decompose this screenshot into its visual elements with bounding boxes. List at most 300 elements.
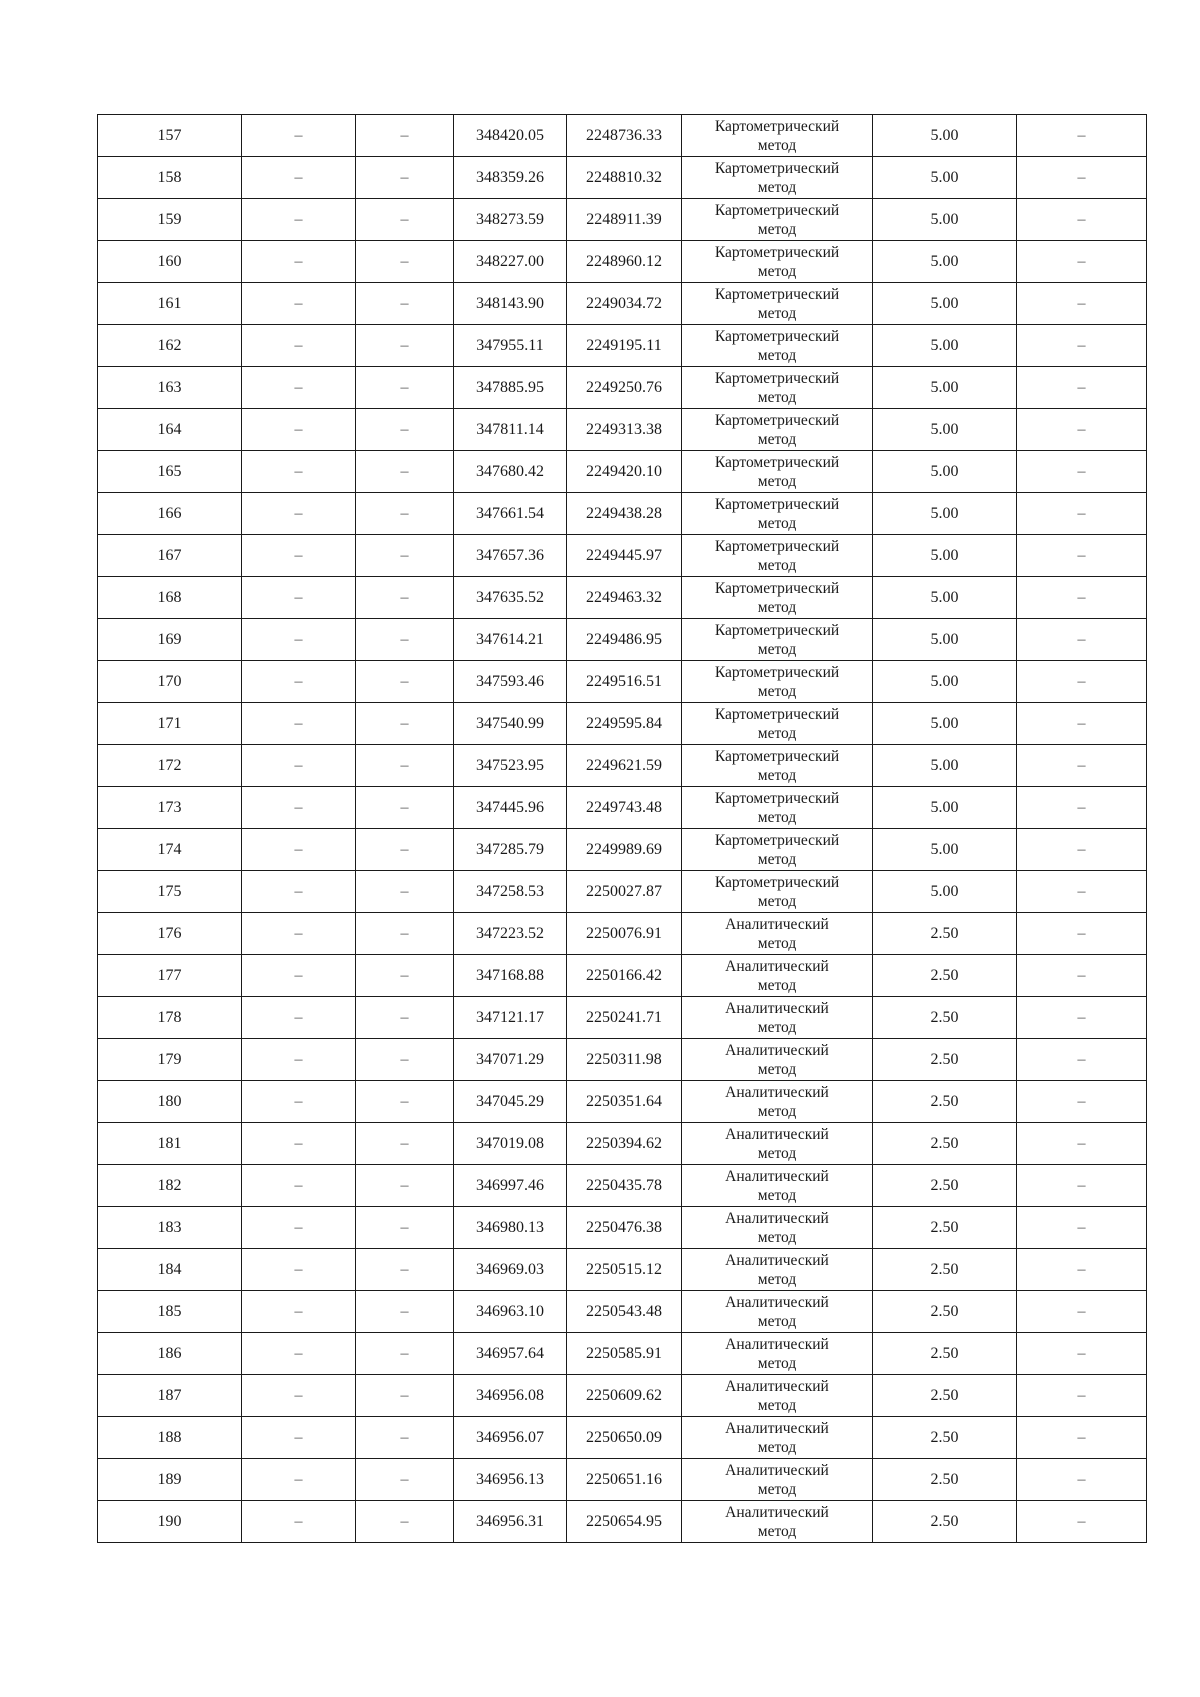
accuracy-cell: 5.00	[873, 661, 1017, 703]
point-number-cell: 157	[98, 115, 242, 157]
empty-value-cell: –	[242, 1459, 356, 1501]
table-row	[98, 1039, 1147, 1081]
y-coordinate-cell: 2248736.33	[567, 115, 682, 157]
point-number-cell: 165	[98, 451, 242, 493]
table-row	[98, 1417, 1147, 1459]
x-coordinate-cell: 347071.29	[454, 1039, 567, 1081]
empty-value-cell: –	[356, 1291, 454, 1333]
empty-value-cell: –	[242, 535, 356, 577]
method-cell	[682, 661, 873, 703]
x-coordinate-cell: 346956.08	[454, 1375, 567, 1417]
method-label: Картометрический метод	[714, 747, 840, 784]
method-label: Аналитический метод	[725, 1335, 829, 1372]
table-row	[98, 1165, 1147, 1207]
method-cell	[682, 1501, 873, 1543]
table-row	[98, 157, 1147, 199]
method-label: Аналитический метод	[725, 1251, 829, 1288]
table-row	[98, 703, 1147, 745]
method-cell	[682, 955, 873, 997]
x-coordinate-cell: 346963.10	[454, 1291, 567, 1333]
x-coordinate-cell: 348227.00	[454, 241, 567, 283]
empty-value-cell: –	[356, 283, 454, 325]
method-label: Аналитический метод	[725, 1041, 829, 1078]
point-number-cell: 163	[98, 367, 242, 409]
empty-value-cell: –	[356, 1207, 454, 1249]
point-number-cell: 174	[98, 829, 242, 871]
accuracy-cell: 5.00	[873, 367, 1017, 409]
method-label: Картометрический метод	[714, 495, 840, 532]
point-number-cell: 168	[98, 577, 242, 619]
empty-value-cell: –	[356, 199, 454, 241]
x-coordinate-cell: 347540.99	[454, 703, 567, 745]
method-cell	[682, 325, 873, 367]
method-cell	[682, 871, 873, 913]
point-number-cell: 173	[98, 787, 242, 829]
accuracy-cell: 5.00	[873, 409, 1017, 451]
y-coordinate-cell: 2249195.11	[567, 325, 682, 367]
method-label: Аналитический метод	[725, 957, 829, 994]
x-coordinate-cell: 347223.52	[454, 913, 567, 955]
y-coordinate-cell: 2250311.98	[567, 1039, 682, 1081]
point-number-cell: 179	[98, 1039, 242, 1081]
point-number-cell: 184	[98, 1249, 242, 1291]
x-coordinate-cell: 347168.88	[454, 955, 567, 997]
empty-value-cell: –	[1017, 1291, 1147, 1333]
table-row	[98, 997, 1147, 1039]
empty-value-cell: –	[1017, 1501, 1147, 1543]
empty-value-cell: –	[356, 157, 454, 199]
empty-value-cell: –	[242, 997, 356, 1039]
method-cell	[682, 1375, 873, 1417]
point-number-cell: 181	[98, 1123, 242, 1165]
method-label: Аналитический метод	[725, 1503, 829, 1540]
x-coordinate-cell: 347445.96	[454, 787, 567, 829]
accuracy-cell: 2.50	[873, 1459, 1017, 1501]
method-cell	[682, 787, 873, 829]
x-coordinate-cell: 347258.53	[454, 871, 567, 913]
empty-value-cell: –	[356, 997, 454, 1039]
empty-value-cell: –	[1017, 1039, 1147, 1081]
method-cell	[682, 745, 873, 787]
accuracy-cell: 5.00	[873, 577, 1017, 619]
accuracy-cell: 5.00	[873, 829, 1017, 871]
x-coordinate-cell: 347523.95	[454, 745, 567, 787]
empty-value-cell: –	[242, 367, 356, 409]
empty-value-cell: –	[356, 1165, 454, 1207]
empty-value-cell: –	[242, 451, 356, 493]
empty-value-cell: –	[242, 1375, 356, 1417]
x-coordinate-cell: 347811.14	[454, 409, 567, 451]
x-coordinate-cell: 347019.08	[454, 1123, 567, 1165]
empty-value-cell: –	[356, 1459, 454, 1501]
coordinates-table	[97, 114, 1147, 1543]
empty-value-cell: –	[1017, 955, 1147, 997]
accuracy-cell: 2.50	[873, 1291, 1017, 1333]
empty-value-cell: –	[242, 577, 356, 619]
x-coordinate-cell: 347885.95	[454, 367, 567, 409]
empty-value-cell: –	[1017, 787, 1147, 829]
accuracy-cell: 2.50	[873, 1207, 1017, 1249]
table-row	[98, 619, 1147, 661]
table-row	[98, 199, 1147, 241]
empty-value-cell: –	[1017, 409, 1147, 451]
accuracy-cell: 5.00	[873, 325, 1017, 367]
method-cell	[682, 1459, 873, 1501]
table-row	[98, 367, 1147, 409]
y-coordinate-cell: 2250076.91	[567, 913, 682, 955]
method-label: Аналитический метод	[725, 1461, 829, 1498]
x-coordinate-cell: 347614.21	[454, 619, 567, 661]
method-label: Аналитический метод	[725, 1377, 829, 1414]
point-number-cell: 160	[98, 241, 242, 283]
y-coordinate-cell: 2249438.28	[567, 493, 682, 535]
x-coordinate-cell: 348273.59	[454, 199, 567, 241]
y-coordinate-cell: 2249313.38	[567, 409, 682, 451]
y-coordinate-cell: 2249621.59	[567, 745, 682, 787]
empty-value-cell: –	[1017, 619, 1147, 661]
empty-value-cell: –	[242, 871, 356, 913]
method-cell	[682, 997, 873, 1039]
empty-value-cell: –	[1017, 115, 1147, 157]
empty-value-cell: –	[356, 703, 454, 745]
accuracy-cell: 2.50	[873, 1165, 1017, 1207]
x-coordinate-cell: 346957.64	[454, 1333, 567, 1375]
method-label: Картометрический метод	[714, 327, 840, 364]
empty-value-cell: –	[1017, 1207, 1147, 1249]
empty-value-cell: –	[1017, 451, 1147, 493]
empty-value-cell: –	[1017, 1249, 1147, 1291]
x-coordinate-cell: 346956.13	[454, 1459, 567, 1501]
empty-value-cell: –	[1017, 157, 1147, 199]
empty-value-cell: –	[1017, 745, 1147, 787]
y-coordinate-cell: 2250394.62	[567, 1123, 682, 1165]
empty-value-cell: –	[1017, 325, 1147, 367]
table-row	[98, 1207, 1147, 1249]
table-row	[98, 115, 1147, 157]
accuracy-cell: 2.50	[873, 997, 1017, 1039]
x-coordinate-cell: 347045.29	[454, 1081, 567, 1123]
point-number-cell: 187	[98, 1375, 242, 1417]
table-row	[98, 325, 1147, 367]
y-coordinate-cell: 2249516.51	[567, 661, 682, 703]
empty-value-cell: –	[242, 1123, 356, 1165]
method-label: Картометрический метод	[714, 705, 840, 742]
empty-value-cell: –	[242, 913, 356, 955]
empty-value-cell: –	[356, 1249, 454, 1291]
method-cell	[682, 409, 873, 451]
empty-value-cell: –	[356, 451, 454, 493]
empty-value-cell: –	[1017, 703, 1147, 745]
method-label: Аналитический метод	[725, 915, 829, 952]
empty-value-cell: –	[242, 745, 356, 787]
y-coordinate-cell: 2249743.48	[567, 787, 682, 829]
empty-value-cell: –	[356, 661, 454, 703]
x-coordinate-cell: 346969.03	[454, 1249, 567, 1291]
point-number-cell: 158	[98, 157, 242, 199]
x-coordinate-cell: 347285.79	[454, 829, 567, 871]
method-cell	[682, 1333, 873, 1375]
x-coordinate-cell: 346980.13	[454, 1207, 567, 1249]
empty-value-cell: –	[242, 1333, 356, 1375]
empty-value-cell: –	[356, 367, 454, 409]
method-label: Картометрический метод	[714, 453, 840, 490]
x-coordinate-cell: 347955.11	[454, 325, 567, 367]
empty-value-cell: –	[1017, 493, 1147, 535]
y-coordinate-cell: 2248911.39	[567, 199, 682, 241]
x-coordinate-cell: 346956.07	[454, 1417, 567, 1459]
empty-value-cell: –	[242, 661, 356, 703]
empty-value-cell: –	[1017, 535, 1147, 577]
empty-value-cell: –	[1017, 1417, 1147, 1459]
accuracy-cell: 5.00	[873, 157, 1017, 199]
y-coordinate-cell: 2250435.78	[567, 1165, 682, 1207]
method-cell	[682, 451, 873, 493]
accuracy-cell: 5.00	[873, 745, 1017, 787]
method-cell	[682, 283, 873, 325]
point-number-cell: 167	[98, 535, 242, 577]
accuracy-cell: 5.00	[873, 451, 1017, 493]
empty-value-cell: –	[242, 493, 356, 535]
point-number-cell: 188	[98, 1417, 242, 1459]
accuracy-cell: 2.50	[873, 1375, 1017, 1417]
point-number-cell: 161	[98, 283, 242, 325]
empty-value-cell: –	[1017, 1165, 1147, 1207]
empty-value-cell: –	[1017, 577, 1147, 619]
y-coordinate-cell: 2250241.71	[567, 997, 682, 1039]
empty-value-cell: –	[242, 157, 356, 199]
empty-value-cell: –	[356, 787, 454, 829]
table-row	[98, 955, 1147, 997]
method-label: Картометрический метод	[714, 243, 840, 280]
accuracy-cell: 2.50	[873, 1501, 1017, 1543]
y-coordinate-cell: 2249595.84	[567, 703, 682, 745]
empty-value-cell: –	[356, 871, 454, 913]
empty-value-cell: –	[1017, 367, 1147, 409]
method-label: Картометрический метод	[714, 873, 840, 910]
y-coordinate-cell: 2250515.12	[567, 1249, 682, 1291]
empty-value-cell: –	[1017, 871, 1147, 913]
method-label: Картометрический метод	[714, 663, 840, 700]
method-label: Картометрический метод	[714, 159, 840, 196]
empty-value-cell: –	[242, 955, 356, 997]
empty-value-cell: –	[1017, 283, 1147, 325]
empty-value-cell: –	[356, 409, 454, 451]
method-label: Картометрический метод	[714, 117, 840, 154]
table-row	[98, 1081, 1147, 1123]
accuracy-cell: 5.00	[873, 619, 1017, 661]
empty-value-cell: –	[242, 829, 356, 871]
y-coordinate-cell: 2250650.09	[567, 1417, 682, 1459]
method-cell	[682, 157, 873, 199]
empty-value-cell: –	[356, 1081, 454, 1123]
accuracy-cell: 5.00	[873, 241, 1017, 283]
empty-value-cell: –	[356, 955, 454, 997]
method-cell	[682, 1081, 873, 1123]
method-label: Картометрический метод	[714, 411, 840, 448]
empty-value-cell: –	[1017, 1123, 1147, 1165]
method-cell	[682, 535, 873, 577]
method-cell	[682, 1291, 873, 1333]
empty-value-cell: –	[242, 1165, 356, 1207]
empty-value-cell: –	[242, 325, 356, 367]
y-coordinate-cell: 2250351.64	[567, 1081, 682, 1123]
accuracy-cell: 5.00	[873, 787, 1017, 829]
method-label: Аналитический метод	[725, 1083, 829, 1120]
accuracy-cell: 5.00	[873, 493, 1017, 535]
method-label: Аналитический метод	[725, 1293, 829, 1330]
method-cell	[682, 493, 873, 535]
x-coordinate-cell: 347680.42	[454, 451, 567, 493]
table-row	[98, 1333, 1147, 1375]
y-coordinate-cell: 2248810.32	[567, 157, 682, 199]
empty-value-cell: –	[242, 619, 356, 661]
point-number-cell: 176	[98, 913, 242, 955]
y-coordinate-cell: 2250609.62	[567, 1375, 682, 1417]
point-number-cell: 171	[98, 703, 242, 745]
method-cell	[682, 1207, 873, 1249]
x-coordinate-cell: 348359.26	[454, 157, 567, 199]
empty-value-cell: –	[242, 1249, 356, 1291]
x-coordinate-cell: 347593.46	[454, 661, 567, 703]
method-label: Картометрический метод	[714, 537, 840, 574]
empty-value-cell: –	[242, 115, 356, 157]
method-cell	[682, 1249, 873, 1291]
accuracy-cell: 5.00	[873, 283, 1017, 325]
empty-value-cell: –	[356, 325, 454, 367]
point-number-cell: 172	[98, 745, 242, 787]
table-row	[98, 1123, 1147, 1165]
empty-value-cell: –	[356, 241, 454, 283]
method-cell	[682, 241, 873, 283]
y-coordinate-cell: 2249250.76	[567, 367, 682, 409]
table-row	[98, 451, 1147, 493]
table-row	[98, 409, 1147, 451]
accuracy-cell: 5.00	[873, 703, 1017, 745]
table-row	[98, 241, 1147, 283]
table-row	[98, 1459, 1147, 1501]
y-coordinate-cell: 2250543.48	[567, 1291, 682, 1333]
accuracy-cell: 5.00	[873, 199, 1017, 241]
method-cell	[682, 115, 873, 157]
empty-value-cell: –	[356, 493, 454, 535]
empty-value-cell: –	[242, 1039, 356, 1081]
empty-value-cell: –	[356, 1375, 454, 1417]
method-label: Аналитический метод	[725, 1209, 829, 1246]
y-coordinate-cell: 2248960.12	[567, 241, 682, 283]
table-row	[98, 493, 1147, 535]
method-label: Картометрический метод	[714, 579, 840, 616]
accuracy-cell: 2.50	[873, 913, 1017, 955]
empty-value-cell: –	[1017, 1333, 1147, 1375]
coordinates-table-body	[98, 115, 1147, 1543]
accuracy-cell: 2.50	[873, 1039, 1017, 1081]
y-coordinate-cell: 2249463.32	[567, 577, 682, 619]
empty-value-cell: –	[242, 283, 356, 325]
method-cell	[682, 619, 873, 661]
method-cell	[682, 199, 873, 241]
table-row	[98, 661, 1147, 703]
method-label: Картометрический метод	[714, 831, 840, 868]
method-cell	[682, 1123, 873, 1165]
empty-value-cell: –	[1017, 1375, 1147, 1417]
empty-value-cell: –	[356, 745, 454, 787]
empty-value-cell: –	[1017, 1459, 1147, 1501]
table-row	[98, 871, 1147, 913]
empty-value-cell: –	[1017, 199, 1147, 241]
empty-value-cell: –	[242, 199, 356, 241]
accuracy-cell: 2.50	[873, 1249, 1017, 1291]
empty-value-cell: –	[1017, 997, 1147, 1039]
point-number-cell: 190	[98, 1501, 242, 1543]
table-row	[98, 829, 1147, 871]
empty-value-cell: –	[242, 1501, 356, 1543]
method-label: Картометрический метод	[714, 201, 840, 238]
empty-value-cell: –	[1017, 661, 1147, 703]
empty-value-cell: –	[356, 115, 454, 157]
accuracy-cell: 2.50	[873, 1123, 1017, 1165]
empty-value-cell: –	[242, 241, 356, 283]
method-label: Аналитический метод	[725, 1419, 829, 1456]
empty-value-cell: –	[356, 619, 454, 661]
accuracy-cell: 5.00	[873, 535, 1017, 577]
accuracy-cell: 2.50	[873, 1333, 1017, 1375]
x-coordinate-cell: 347635.52	[454, 577, 567, 619]
x-coordinate-cell: 346997.46	[454, 1165, 567, 1207]
x-coordinate-cell: 347121.17	[454, 997, 567, 1039]
empty-value-cell: –	[242, 1081, 356, 1123]
table-row	[98, 1249, 1147, 1291]
table-row	[98, 1501, 1147, 1543]
method-label: Картометрический метод	[714, 789, 840, 826]
empty-value-cell: –	[242, 409, 356, 451]
method-cell	[682, 367, 873, 409]
method-label: Картометрический метод	[714, 285, 840, 322]
method-cell	[682, 577, 873, 619]
y-coordinate-cell: 2250585.91	[567, 1333, 682, 1375]
table-row	[98, 1291, 1147, 1333]
y-coordinate-cell: 2250476.38	[567, 1207, 682, 1249]
method-cell	[682, 1039, 873, 1081]
accuracy-cell: 2.50	[873, 1417, 1017, 1459]
empty-value-cell: –	[1017, 241, 1147, 283]
accuracy-cell: 5.00	[873, 871, 1017, 913]
x-coordinate-cell: 348143.90	[454, 283, 567, 325]
method-cell	[682, 703, 873, 745]
table-row	[98, 787, 1147, 829]
method-cell	[682, 913, 873, 955]
empty-value-cell: –	[356, 577, 454, 619]
empty-value-cell: –	[242, 1207, 356, 1249]
y-coordinate-cell: 2250651.16	[567, 1459, 682, 1501]
empty-value-cell: –	[242, 703, 356, 745]
empty-value-cell: –	[356, 1333, 454, 1375]
x-coordinate-cell: 348420.05	[454, 115, 567, 157]
method-label: Аналитический метод	[725, 1125, 829, 1162]
point-number-cell: 186	[98, 1333, 242, 1375]
empty-value-cell: –	[242, 1417, 356, 1459]
point-number-cell: 169	[98, 619, 242, 661]
point-number-cell: 185	[98, 1291, 242, 1333]
accuracy-cell: 5.00	[873, 115, 1017, 157]
method-label: Аналитический метод	[725, 1167, 829, 1204]
y-coordinate-cell: 2249989.69	[567, 829, 682, 871]
method-cell	[682, 1417, 873, 1459]
method-cell	[682, 1165, 873, 1207]
point-number-cell: 159	[98, 199, 242, 241]
x-coordinate-cell: 346956.31	[454, 1501, 567, 1543]
point-number-cell: 164	[98, 409, 242, 451]
y-coordinate-cell: 2249034.72	[567, 283, 682, 325]
